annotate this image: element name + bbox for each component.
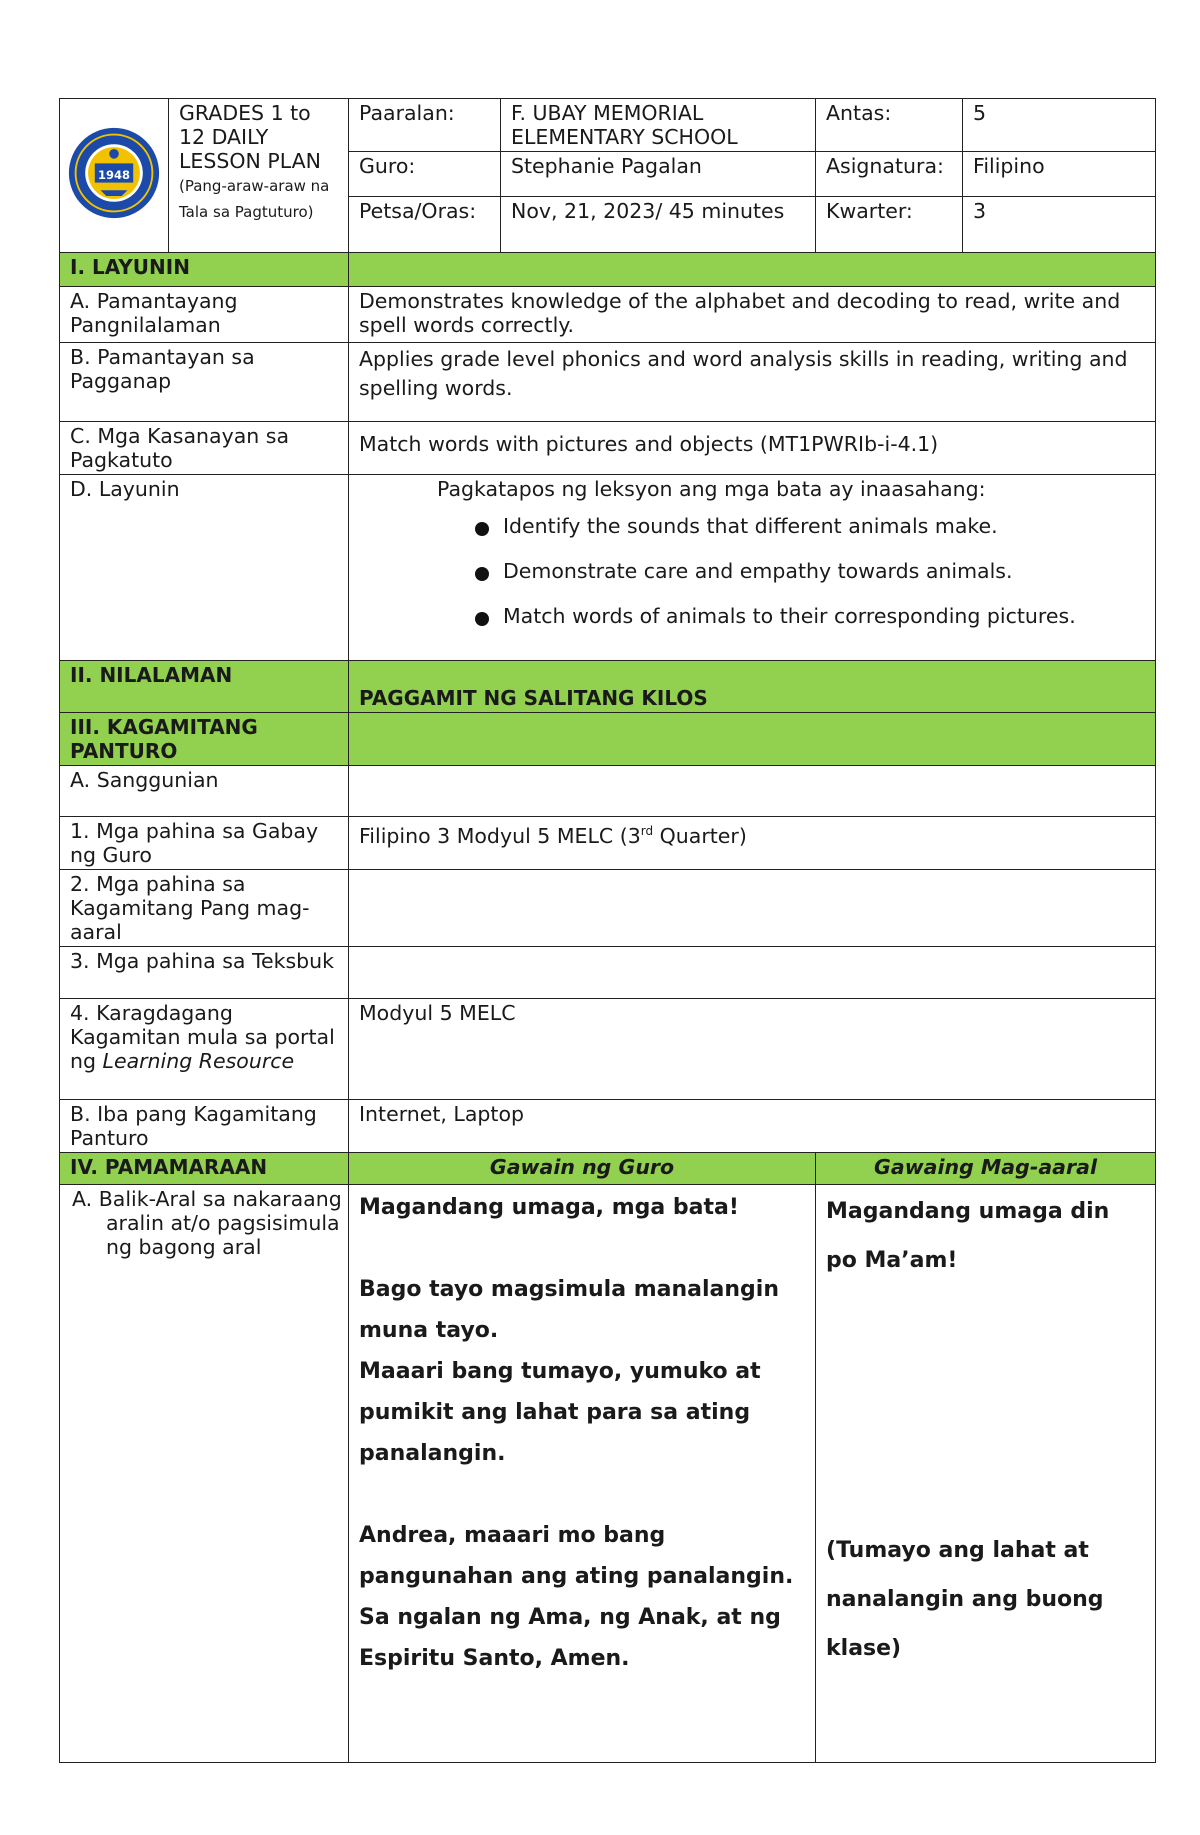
kwarter-label: Kwarter: xyxy=(816,197,963,253)
teksbuk-value xyxy=(349,947,1156,999)
kasanayan-label: C. Mga Kasanayan sa Pagkatuto xyxy=(60,422,349,475)
layunin-d-content xyxy=(349,475,1156,661)
asignatura-label: Asignatura: xyxy=(816,152,963,197)
student-spacer xyxy=(826,1285,1145,1526)
paaralan-label: Paaralan: xyxy=(349,99,501,152)
pamantayan-pagganap-label: B. Pamantayan sa Pagganap xyxy=(60,343,349,422)
layunin-d-label: D. Layunin xyxy=(60,475,349,661)
gawain-guro-header: Gawain ng Guro xyxy=(349,1153,816,1185)
bullet-icon xyxy=(475,612,489,626)
objective-item: Match words of animals to their corresponding pictures. xyxy=(469,603,1145,630)
paaralan-value: F. UBAY MEMORIAL ELEMENTARY SCHOOL xyxy=(501,99,816,152)
gawain-guro-content xyxy=(349,1185,816,1763)
kagamitan-header: III. KAGAMITANG PANTURO xyxy=(60,713,349,766)
kwarter-value: 3 xyxy=(963,197,1156,253)
iba-pang-kagamitan-label: B. Iba pang Kagamitang Panturo xyxy=(60,1100,349,1153)
petsa-value: Nov, 21, 2023/ 45 minutes xyxy=(501,197,816,253)
kagamitan-header-blank xyxy=(349,713,1156,766)
objectives-list xyxy=(469,513,1145,630)
pamantayang-pangnilalaman-label: A. Pamantayang Pangnilalaman xyxy=(60,287,349,343)
layunin-d-intro: Pagkatapos ng leksyon ang mga bata ay inaasahang: xyxy=(437,477,986,501)
teacher-line: Bago tayo magsimula manalangin muna tayo. xyxy=(359,1277,779,1343)
antas-label: Antas: xyxy=(816,99,963,152)
asignatura-value: Filipino xyxy=(963,152,1156,197)
objective-item: Demonstrate care and empathy towards animals. xyxy=(469,558,1145,585)
nilalaman-value: PAGGAMIT NG SALITANG KILOS xyxy=(349,661,1156,713)
gabay-guro-label: 1. Mga pahina sa Gabay ng Guro xyxy=(60,817,349,870)
student-action: (Tumayo ang lahat at nanalangin ang buong klase) xyxy=(826,1538,1104,1661)
nilalaman-header: II. NILALAMAN xyxy=(60,661,349,713)
plan-subtitle: (Pang-araw-araw na Tala sa Pagtuturo) xyxy=(179,177,330,221)
teacher-line: Magandang umaga, mga bata! xyxy=(359,1195,739,1220)
guro-label: Guro: xyxy=(349,152,501,197)
teacher-line: Sa ngalan ng Ama, ng Anak, at ng Espiritu Santo, Amen. xyxy=(359,1605,781,1671)
lesson-plan-table xyxy=(59,98,1156,1763)
svg-text:1948: 1948 xyxy=(97,167,131,182)
objective-item: Identify the sounds that different animals make. xyxy=(469,513,1145,540)
antas-value: 5 xyxy=(963,99,1156,152)
teacher-line xyxy=(359,1228,805,1269)
layunin-header-blank xyxy=(349,253,1156,287)
pamantayan-pagganap-value: Applies grade level phonics and word analysis skills in reading, writing and spelling words. xyxy=(349,343,1156,422)
bullet-icon xyxy=(475,567,489,581)
teacher-line: Maaari bang tumayo, yumuko at pumikit ang lahat para sa ating panalangin. xyxy=(359,1359,761,1466)
guro-value: Stephanie Pagalan xyxy=(501,152,816,197)
lesson-plan-document xyxy=(59,98,1155,1763)
kasanayan-value: Match words with pictures and objects (MT1PWRIb-i-4.1) xyxy=(349,422,1156,475)
gawaing-mag-aaral-header: Gawaing Mag-aaral xyxy=(816,1153,1156,1185)
pamamaraan-header: IV. PAMAMARAAN xyxy=(60,1153,349,1185)
student-greeting: Magandang umaga din po Ma’am! xyxy=(826,1199,1110,1273)
petsa-label: Petsa/Oras: xyxy=(349,197,501,253)
teacher-line: Andrea, maaari mo bang pangunahan ang ating panalangin. xyxy=(359,1523,794,1589)
sanggunian-label: A. Sanggunian xyxy=(60,766,349,817)
school-logo xyxy=(60,99,169,253)
balik-aral-label: A. Balik-Aral sa nakaraang aralin at/o pagsisimula ng bagong aral xyxy=(60,1185,349,1763)
teacher-line xyxy=(359,1474,805,1515)
karagdagang-kagamitan-label: 4. Karagdagang Kagamitan mula sa portal ng Learning Resource xyxy=(60,999,349,1100)
karagdagang-kagamitan-value: Modyul 5 MELC xyxy=(349,999,1156,1100)
school-seal-icon xyxy=(66,125,162,221)
iba-pang-kagamitan-value: Internet, Laptop xyxy=(349,1100,1156,1153)
bullet-icon xyxy=(475,522,489,536)
plan-title-cell xyxy=(169,99,349,253)
pamantayang-pangnilalaman-value: Demonstrates knowledge of the alphabet and decoding to read, write and spell words correctly. xyxy=(349,287,1156,343)
gawaing-mag-aaral-content xyxy=(816,1185,1156,1763)
layunin-header: I. LAYUNIN xyxy=(60,253,349,287)
kagamitang-mag-aaral-value xyxy=(349,870,1156,947)
plan-title: GRADES 1 to 12 DAILY LESSON PLAN xyxy=(179,101,321,173)
teksbuk-label: 3. Mga pahina sa Teksbuk xyxy=(60,947,349,999)
sanggunian-value xyxy=(349,766,1156,817)
kagamitang-mag-aaral-label: 2. Mga pahina sa Kagamitang Pang mag-aaral xyxy=(60,870,349,947)
gabay-guro-value: Filipino 3 Modyul 5 MELC (3rd Quarter) xyxy=(349,817,1156,870)
